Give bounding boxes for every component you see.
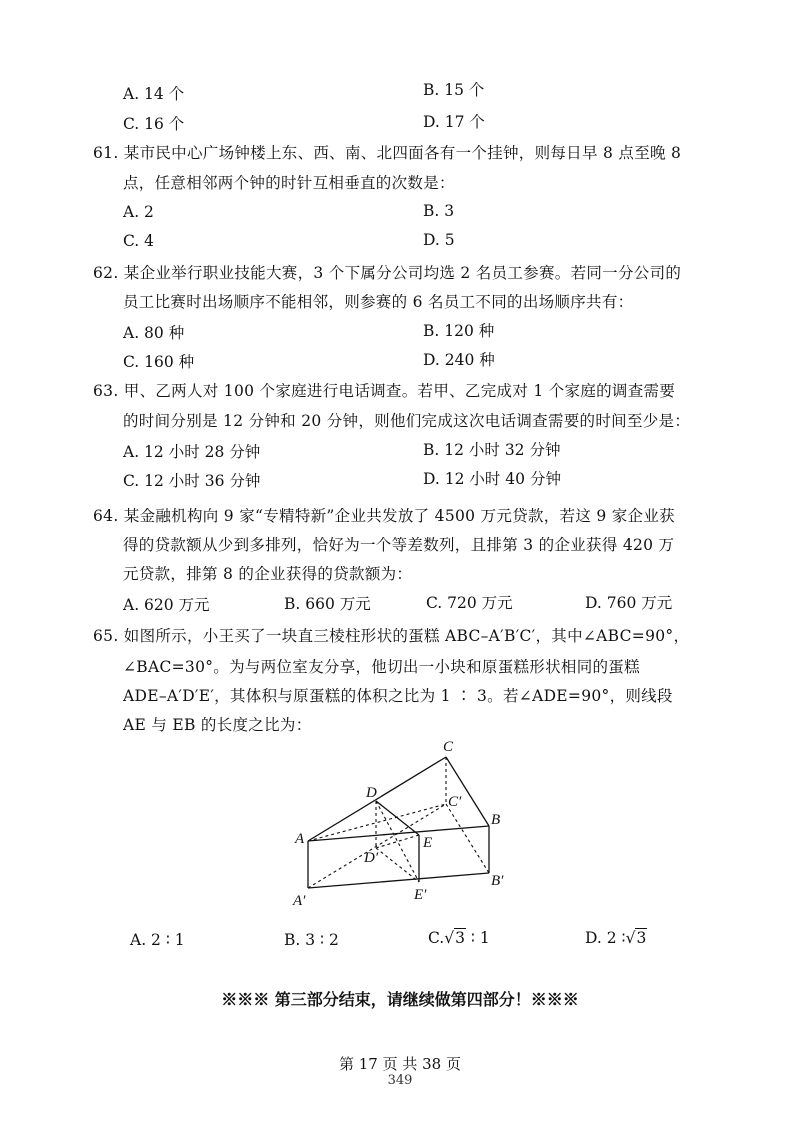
q65-option-d [585, 929, 647, 947]
label-E: E [423, 835, 433, 851]
q65-option-a: A. 2 ∶ 1 [130, 931, 185, 949]
edge-A1B1 [308, 873, 489, 888]
q65-option-c-suffix: ∶ 1 [466, 929, 490, 947]
q62-option-d: D. 240 种 [423, 351, 495, 369]
q63-option-c: C. 12 小时 36 分钟 [123, 472, 261, 490]
q63-stem-line2: 的时间分别是 12 分钟和 20 分钟，则他们完成这次电话调查需要的时间至少是： [123, 412, 691, 430]
label-B: B [491, 812, 501, 828]
label-D1: D′ [364, 850, 379, 866]
q64-stem-line2: 得的贷款额从少到多排列，恰好为一个等差数列，且排第 3 的企业获得 420 万 [123, 536, 675, 554]
q65-option-d-radicand: 3 [636, 929, 647, 947]
q65-stem-line2: ∠BAC=30°。为与两位室友分享，他切出一小块和原蛋糕形状相同的蛋糕 [123, 658, 640, 676]
q62-option-b: B. 120 种 [423, 322, 495, 340]
prev-option-d: D. 17 个 [423, 113, 485, 131]
q61-option-c: C. 4 [123, 232, 155, 250]
edge-DE [376, 801, 419, 835]
prev-option-b: B. 15 个 [423, 81, 485, 99]
sqrt-symbol: √3 [625, 929, 647, 947]
q65-option-b: B. 3 ∶ 2 [284, 931, 339, 949]
q65-option-c-radicand: 3 [455, 929, 465, 947]
q63-option-b: B. 12 小时 32 分钟 [423, 441, 561, 459]
q63-option-d: D. 12 小时 40 分钟 [423, 470, 561, 488]
q61-stem-line1: 61. 某市民中心广场钟楼上东、西、南、北四面各有一个挂钟，则每日早 8 点至晚 8 [93, 144, 682, 162]
edge-C1B1-hidden [446, 804, 489, 873]
q65-stem-line1: 65. 如图所示，小王买了一块直三棱柱形状的蛋糕 ABC–A′B′C′，其中∠ABC=90°， [93, 627, 690, 645]
q64-option-d: D. 760 万元 [585, 594, 673, 612]
label-B1: B′ [491, 873, 504, 889]
q61-option-b: B. 3 [423, 202, 455, 220]
edge-CB [446, 757, 489, 826]
q63-option-a: A. 12 小时 28 分钟 [123, 443, 261, 461]
label-A: A [295, 831, 305, 847]
q62-option-c: C. 160 种 [123, 353, 195, 371]
q61-stem-line2: 点，任意相邻两个钟的时针互相垂直的次数是： [123, 174, 455, 192]
sqrt-symbol: √3 [444, 929, 465, 947]
q61-option-a: A. 2 [123, 203, 154, 221]
label-A1: A′ [293, 893, 306, 909]
q64-option-c: C. 720 万元 [426, 594, 513, 612]
q65-stem-line3: ADE–A′D′E′，其体积与原蛋糕的体积之比为 1 ∶ 3。若∠ADE=90°，则线段 [123, 687, 673, 705]
label-C: C [443, 739, 454, 755]
section-end-notice: ※※※ 第三部分结束，请继续做第四部分！※※※ [221, 990, 579, 1009]
q62-stem-line1: 62. 某企业举行职业技能大赛，3 个下属分公司均选 2 名员工参赛。若同一分公司的 [93, 264, 682, 282]
edge-AC [308, 757, 446, 841]
q61-option-d: D. 5 [423, 231, 455, 249]
prev-option-a: A. 14 个 [123, 85, 185, 103]
edge-D1E1-hidden [376, 848, 419, 882]
label-C1: C′ [448, 794, 462, 810]
prev-option-c: C. 16 个 [123, 115, 185, 133]
q63-stem-line1: 63. 甲、乙两人对 100 个家庭进行电话调查。若甲、乙完成对 1 个家庭的调查需要 [93, 382, 676, 400]
edge-ED1-hidden [376, 835, 419, 848]
q65-stem-line4: AE 与 EB 的长度之比为： [123, 716, 312, 734]
label-D: D [366, 785, 377, 801]
page-id: 349 [387, 1073, 413, 1088]
q64-stem-line1: 64. 某金融机构向 9 家“专精特新”企业共发放了 4500 万元贷款，若这 9 家企业获 [93, 507, 675, 525]
page-number: 第 17 页 共 38 页 [338, 1055, 461, 1073]
q62-stem-line2: 员工比赛时出场顺序不能相邻，则参赛的 6 名员工不同的出场顺序共有： [123, 293, 634, 311]
q65-option-c-prefix: C. [428, 929, 445, 947]
q64-option-b: B. 660 万元 [284, 595, 371, 613]
prism-figure [280, 735, 540, 915]
q64-option-a: A. 620 万元 [123, 596, 210, 614]
label-E1: E′ [414, 887, 427, 903]
q65-option-d-prefix: D. 2 ∶ [585, 929, 626, 947]
q65-option-c [428, 929, 490, 947]
q64-stem-line3: 元贷款，排第 8 的企业获得的贷款额为： [123, 565, 413, 583]
q62-option-a: A. 80 种 [123, 324, 185, 342]
edge-AB [308, 826, 489, 841]
